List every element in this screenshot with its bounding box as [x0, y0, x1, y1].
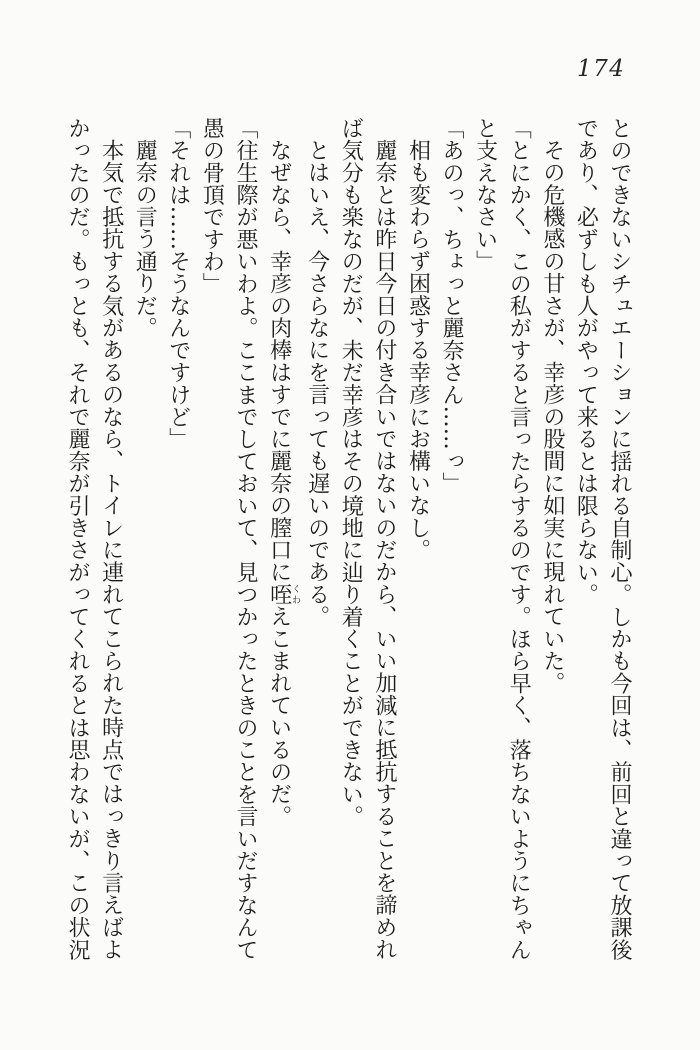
paragraph: 「とにかく、この私がすると言ったらするのです。ほら早く、落ちないようにちゃんと支えなさい」 [472, 117, 532, 961]
page-number: 174 [577, 56, 626, 82]
furigana: くわ [290, 583, 301, 606]
paragraph: 「往生際が悪いわよ。ここまでしておいて、見つかったときのことを言いだすなんて愚の骨頂ですわ」 [199, 117, 258, 961]
paragraph: 「あのっ、ちょっと麗奈さん……っ」 [439, 117, 465, 495]
paragraph: 相も変わらず困惑する幸彦にお構いなし。 [405, 139, 431, 561]
ruby-annotated-char: 咥くわ [266, 583, 301, 606]
paragraph: とのできないシチュエーションに揺れる自制心。しかも今回は、前回と違って放課後であり、必ずしも人がやって来るとは限らない。 [573, 117, 632, 961]
paragraph: その危機感の甘さが、幸彦の股間に如実に現れていた。 [539, 139, 565, 694]
paragraph: なぜなら、幸彦の肉棒はすでに麗奈の膣口に咥くわえこまれているのだ。 [266, 139, 301, 828]
paragraph: 麗奈とは昨日今日の付き合いではないのだから、いい加減に抵抗することを諦めれば気分も楽なのだが、未だ幸彦はその境地に辿り着くことができない。 [338, 117, 397, 961]
paragraph: 「それは……そうなんですけど」 [165, 117, 191, 450]
paragraph: 本気で抵抗する気があるのなら、トイレに連れてこられた時点ではっきり言えばよかったのだ。もっとも、それで麗奈が引きさがってくれるとは思わないが、この状況 [65, 117, 124, 961]
novel-text-block [60, 117, 636, 963]
paragraph: 麗奈の言う通りだ。 [132, 139, 158, 339]
paragraph: とはいえ、今さらなにを言っても遅いのである。 [304, 139, 330, 628]
